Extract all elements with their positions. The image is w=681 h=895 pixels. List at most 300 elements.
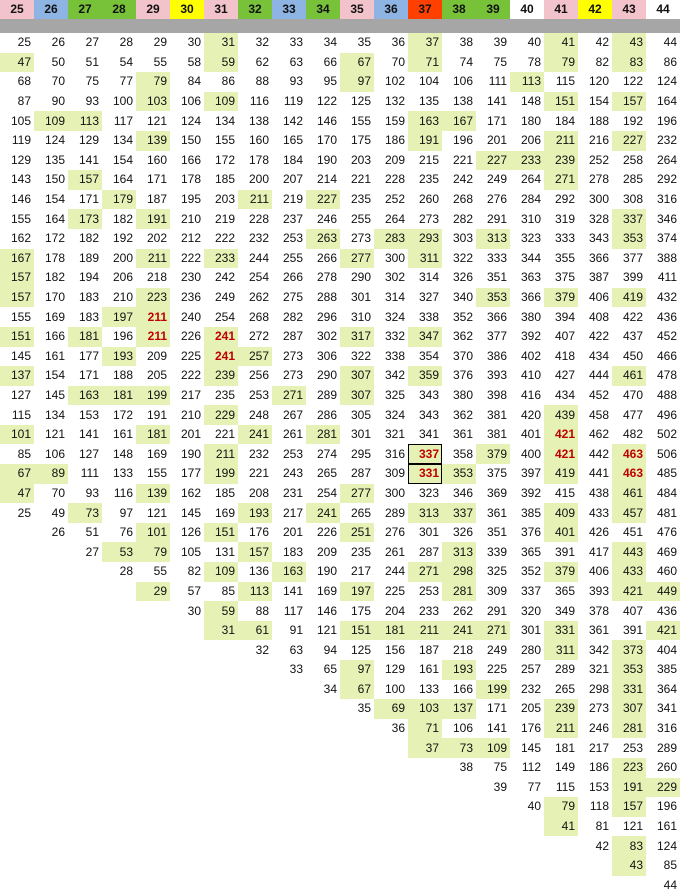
table-cell (0, 856, 34, 876)
table-cell: 44 (663, 877, 677, 892)
table-cell (170, 758, 204, 778)
table-cell (102, 660, 136, 680)
table-cell: 148 (520, 94, 541, 109)
table-cell (0, 738, 34, 758)
table-cell (204, 660, 238, 680)
table-cell: 85 (221, 583, 235, 598)
table-cell: 227 (476, 151, 510, 171)
table-cell: 309 (384, 466, 405, 481)
table-cell: 186 (588, 760, 609, 775)
table-cell: 237 (282, 211, 303, 226)
table-cell: 172 (44, 231, 65, 246)
column-header: 26 (34, 0, 68, 19)
table-cell: 260 (656, 760, 677, 775)
table-cell: 73 (442, 738, 476, 758)
table-cell: 401 (544, 523, 578, 543)
table-cell (204, 817, 238, 837)
table-cell: 255 (282, 250, 303, 265)
table-cell: 452 (656, 329, 677, 344)
table-cell: 225 (180, 348, 201, 363)
separator-cell (612, 19, 646, 33)
table-cell: 226 (180, 329, 201, 344)
table-cell: 102 (384, 74, 405, 89)
table-cell: 239 (204, 366, 238, 386)
table-cell: 182 (78, 231, 99, 246)
table-cell: 443 (612, 542, 646, 562)
table-cell (68, 719, 102, 739)
table-row (0, 680, 680, 700)
table-cell: 222 (180, 368, 201, 383)
table-cell: 85 (17, 446, 31, 461)
table-cell: 284 (520, 192, 541, 207)
table-cell (68, 856, 102, 876)
table-cell: 180 (520, 113, 541, 128)
table-cell (442, 876, 476, 895)
table-cell (170, 778, 204, 798)
table-cell: 361 (588, 623, 609, 638)
table-cell: 324 (384, 407, 405, 422)
table-cell: 151 (0, 327, 34, 347)
table-cell: 173 (68, 209, 102, 229)
table-row (0, 190, 680, 210)
table-cell: 135 (418, 94, 439, 109)
table-cell: 95 (323, 74, 337, 89)
table-cell: 71 (408, 719, 442, 739)
table-cell: 196 (452, 133, 473, 148)
table-cell (170, 719, 204, 739)
table-cell: 211 (544, 131, 578, 151)
table-cell: 209 (316, 544, 337, 559)
table-cell (306, 797, 340, 817)
table-cell: 272 (248, 329, 269, 344)
table-cell: 153 (588, 779, 609, 794)
table-cell (34, 562, 68, 582)
column-header: 36 (374, 0, 408, 19)
table-cell: 353 (476, 288, 510, 308)
table-cell: 106 (180, 94, 201, 109)
table-cell: 217 (282, 505, 303, 520)
table-cell: 201 (282, 525, 303, 540)
table-cell: 163 (272, 562, 306, 582)
table-cell: 355 (554, 250, 575, 265)
table-cell: 51 (85, 54, 99, 69)
table-cell: 155 (10, 309, 31, 324)
table-cell: 129 (78, 133, 99, 148)
table-cell: 343 (418, 407, 439, 422)
table-cell: 119 (283, 94, 303, 109)
table-cell: 178 (44, 250, 65, 265)
table-cell: 157 (68, 170, 102, 190)
table-cell: 406 (588, 290, 609, 305)
table-cell: 290 (316, 368, 337, 383)
table-cell: 387 (588, 270, 609, 285)
table-cell: 201 (486, 133, 507, 148)
table-cell: 253 (622, 740, 643, 755)
table-row (0, 33, 680, 53)
table-cell: 254 (316, 485, 337, 500)
table-cell: 169 (316, 583, 337, 598)
table-cell (204, 778, 238, 798)
table-cell: 305 (350, 407, 371, 422)
table-cell (374, 856, 408, 876)
table-cell: 361 (452, 427, 473, 442)
table-cell: 61 (238, 621, 272, 641)
table-cell: 136 (248, 564, 269, 579)
table-cell (238, 738, 272, 758)
table-cell: 28 (119, 564, 133, 579)
table-cell: 241 (238, 425, 272, 445)
table-cell (34, 797, 68, 817)
table-cell: 352 (520, 564, 541, 579)
column-header: 38 (442, 0, 476, 19)
table-cell (510, 876, 544, 895)
table-cell: 44 (663, 35, 677, 50)
table-cell: 337 (408, 444, 442, 464)
table-cell: 145 (10, 348, 31, 363)
table-cell (170, 856, 204, 876)
table-cell (476, 797, 510, 817)
table-cell (272, 778, 306, 798)
table-cell: 233 (510, 151, 544, 171)
table-cell: 278 (588, 172, 609, 187)
table-cell: 118 (589, 799, 609, 814)
table-cell: 199 (476, 680, 510, 700)
table-cell: 200 (112, 250, 133, 265)
table-cell: 222 (214, 231, 235, 246)
table-cell (34, 876, 68, 895)
table-cell: 40 (527, 799, 541, 814)
table-cell: 186 (384, 133, 405, 148)
table-cell: 67 (340, 680, 374, 700)
table-cell: 157 (0, 268, 34, 288)
table-cell: 155 (214, 133, 235, 148)
table-cell: 392 (520, 485, 541, 500)
table-cell (238, 856, 272, 876)
table-cell: 84 (187, 74, 201, 89)
table-cell: 83 (612, 836, 646, 856)
table-cell: 241 (442, 621, 476, 641)
table-cell: 271 (272, 386, 306, 406)
table-cell: 116 (113, 485, 133, 500)
table-cell: 171 (78, 192, 99, 207)
table-cell: 201 (180, 427, 201, 442)
table-cell: 349 (554, 603, 575, 618)
table-cell: 124 (656, 74, 677, 89)
table-cell: 169 (214, 505, 235, 520)
table-cell: 154 (44, 368, 65, 383)
table-cell: 139 (136, 484, 170, 504)
table-cell: 346 (656, 211, 677, 226)
table-cell: 187 (418, 642, 439, 657)
table-cell: 115 (11, 407, 31, 422)
table-cell: 93 (85, 94, 99, 109)
table-cell: 146 (316, 113, 337, 128)
table-row (0, 464, 680, 484)
table-cell (0, 601, 34, 621)
table-cell: 105 (180, 544, 201, 559)
table-cell: 370 (452, 348, 473, 363)
table-cell: 169 (44, 309, 65, 324)
table-cell: 166 (44, 329, 65, 344)
table-cell: 197 (102, 307, 136, 327)
table-row (0, 444, 680, 464)
table-cell: 316 (384, 446, 405, 461)
table-cell: 205 (146, 368, 167, 383)
column-header: 29 (136, 0, 170, 19)
table-cell: 141 (486, 721, 507, 736)
table-row (0, 719, 680, 739)
table-cell (238, 778, 272, 798)
table-row (0, 111, 680, 131)
table-cell (0, 876, 34, 895)
table-cell: 145 (44, 387, 65, 402)
table-cell: 97 (340, 660, 374, 680)
table-cell: 71 (408, 53, 442, 73)
table-cell (0, 758, 34, 778)
table-cell: 484 (656, 485, 677, 500)
table-cell (68, 778, 102, 798)
table-cell: 286 (316, 407, 337, 422)
table-cell: 117 (283, 603, 303, 618)
table-cell: 415 (554, 485, 575, 500)
table-cell: 181 (136, 425, 170, 445)
table-cell: 291 (486, 603, 507, 618)
table-cell (136, 876, 170, 895)
table-cell (68, 797, 102, 817)
table-row (0, 347, 680, 367)
table-cell: 316 (656, 192, 677, 207)
separator-cell (340, 19, 374, 33)
table-cell: 70 (51, 74, 65, 89)
table-cell: 391 (554, 544, 575, 559)
table-cell: 254 (248, 270, 269, 285)
table-cell: 287 (282, 329, 303, 344)
table-cell: 109 (34, 111, 68, 131)
table-cell (136, 640, 170, 660)
table-cell: 452 (588, 387, 609, 402)
table-cell (68, 876, 102, 895)
table-cell (306, 719, 340, 739)
table-cell (238, 758, 272, 778)
table-cell: 93 (289, 74, 303, 89)
table-cell: 109 (476, 738, 510, 758)
table-cell: 189 (78, 250, 99, 265)
table-cell (68, 640, 102, 660)
table-cell: 115 (555, 74, 575, 89)
table-cell: 380 (452, 387, 473, 402)
table-cell: 35 (357, 701, 371, 716)
table-cell: 310 (350, 309, 371, 324)
table-cell: 211 (204, 444, 238, 464)
table-cell: 226 (316, 525, 337, 540)
table-cell: 432 (656, 290, 677, 305)
table-cell (68, 758, 102, 778)
table-row (0, 582, 680, 602)
table-cell: 344 (520, 250, 541, 265)
table-cell: 289 (384, 505, 405, 520)
table-cell: 157 (612, 797, 646, 817)
table-cell: 235 (350, 544, 371, 559)
table-cell: 236 (180, 290, 201, 305)
table-cell: 262 (452, 603, 473, 618)
table-cell: 457 (612, 503, 646, 523)
table-cell: 342 (588, 642, 609, 657)
table-cell: 38 (459, 760, 473, 775)
table-cell (34, 601, 68, 621)
table-cell: 363 (520, 270, 541, 285)
table-cell: 32 (255, 642, 269, 657)
table-cell: 210 (112, 290, 133, 305)
table-cell: 280 (520, 642, 541, 657)
table-cell (136, 836, 170, 856)
table-cell: 126 (180, 525, 201, 540)
table-cell: 377 (486, 329, 507, 344)
table-cell: 373 (612, 640, 646, 660)
table-cell: 70 (51, 485, 65, 500)
column-header: 27 (68, 0, 102, 19)
table-cell: 331 (544, 621, 578, 641)
table-cell: 306 (316, 348, 337, 363)
table-cell: 160 (146, 152, 167, 167)
table-row (0, 425, 680, 445)
table-cell (34, 542, 68, 562)
table-cell: 353 (442, 464, 476, 484)
table-cell: 264 (520, 172, 541, 187)
table-cell: 276 (486, 192, 507, 207)
table-cell: 282 (282, 309, 303, 324)
table-cell: 30 (187, 603, 201, 618)
table-cell: 388 (656, 250, 677, 265)
table-row (0, 621, 680, 641)
table-cell (306, 738, 340, 758)
table-cell: 94 (323, 642, 337, 657)
table-cell: 210 (180, 211, 201, 226)
separator-bar (0, 19, 680, 33)
table-cell: 320 (520, 603, 541, 618)
table-cell: 75 (493, 54, 507, 69)
table-cell: 172 (214, 152, 235, 167)
table-cell: 68 (17, 74, 31, 89)
table-cell: 121 (146, 113, 167, 128)
table-cell (170, 660, 204, 680)
table-cell: 63 (289, 54, 303, 69)
table-cell: 264 (384, 211, 405, 226)
table-cell: 133 (418, 681, 439, 696)
separator-cell (544, 19, 578, 33)
table-cell: 311 (544, 640, 578, 660)
table-cell: 101 (0, 425, 34, 445)
table-cell: 145 (180, 505, 201, 520)
table-cell: 106 (44, 446, 65, 461)
table-cell: 325 (486, 564, 507, 579)
table-cell: 66 (323, 54, 337, 69)
table-cell: 219 (282, 192, 303, 207)
table-cell: 298 (442, 562, 476, 582)
table-cell: 138 (248, 113, 269, 128)
column-header: 35 (340, 0, 374, 19)
table-cell (102, 778, 136, 798)
table-cell: 239 (544, 699, 578, 719)
table-cell: 113 (510, 72, 544, 92)
table-cell (102, 680, 136, 700)
table-cell: 55 (153, 564, 167, 579)
table-cell: 29 (153, 35, 167, 50)
table-cell: 78 (527, 54, 541, 69)
table-cell: 225 (384, 583, 405, 598)
table-cell: 113 (68, 111, 102, 131)
table-cell: 346 (452, 485, 473, 500)
table-cell: 191 (612, 778, 646, 798)
table-cell: 206 (112, 270, 133, 285)
separator-cell (204, 19, 238, 33)
table-cell (170, 621, 204, 641)
table-cell: 82 (187, 564, 201, 579)
table-cell: 333 (554, 231, 575, 246)
table-cell: 156 (384, 642, 405, 657)
table-cell: 278 (316, 270, 337, 285)
table-cell: 241 (204, 327, 238, 347)
table-cell: 469 (656, 544, 677, 559)
table-cell: 394 (554, 309, 575, 324)
table-cell: 121 (44, 427, 65, 442)
table-cell: 298 (588, 681, 609, 696)
table-cell: 496 (656, 407, 677, 422)
table-row (0, 151, 680, 171)
table-cell: 100 (112, 94, 133, 109)
table-cell: 460 (656, 564, 677, 579)
table-cell: 175 (350, 603, 371, 618)
table-cell: 62 (255, 54, 269, 69)
table-cell: 82 (595, 54, 609, 69)
table-cell (0, 836, 34, 856)
column-header: 33 (272, 0, 306, 19)
table-cell (0, 542, 34, 562)
table-cell: 210 (180, 407, 201, 422)
table-cell: 112 (521, 760, 541, 775)
table-cell: 106 (452, 721, 473, 736)
table-cell: 182 (112, 211, 133, 226)
table-cell (0, 621, 34, 641)
table-cell: 365 (554, 583, 575, 598)
table-cell: 268 (248, 309, 269, 324)
table-cell: 289 (656, 740, 677, 755)
table-cell: 254 (214, 309, 235, 324)
table-cell: 397 (520, 466, 541, 481)
table-cell: 211 (136, 327, 170, 347)
table-cell: 166 (180, 152, 201, 167)
table-cell: 181 (374, 621, 408, 641)
table-row (0, 386, 680, 406)
table-cell: 76 (119, 525, 133, 540)
table-cell: 149 (554, 760, 575, 775)
table-cell: 79 (544, 53, 578, 73)
table-cell (34, 719, 68, 739)
table-cell (204, 876, 238, 895)
table-cell: 171 (486, 701, 507, 716)
table-cell: 311 (408, 249, 442, 269)
table-cell: 124 (180, 113, 201, 128)
table-cell: 133 (112, 466, 133, 481)
table-cell: 248 (248, 407, 269, 422)
table-cell (272, 856, 306, 876)
table-cell: 316 (656, 721, 677, 736)
table-cell: 289 (554, 662, 575, 677)
table-cell: 419 (544, 464, 578, 484)
table-cell: 217 (350, 564, 371, 579)
table-cell: 35 (357, 35, 371, 50)
table-cell: 326 (452, 270, 473, 285)
table-cell: 502 (656, 427, 677, 442)
